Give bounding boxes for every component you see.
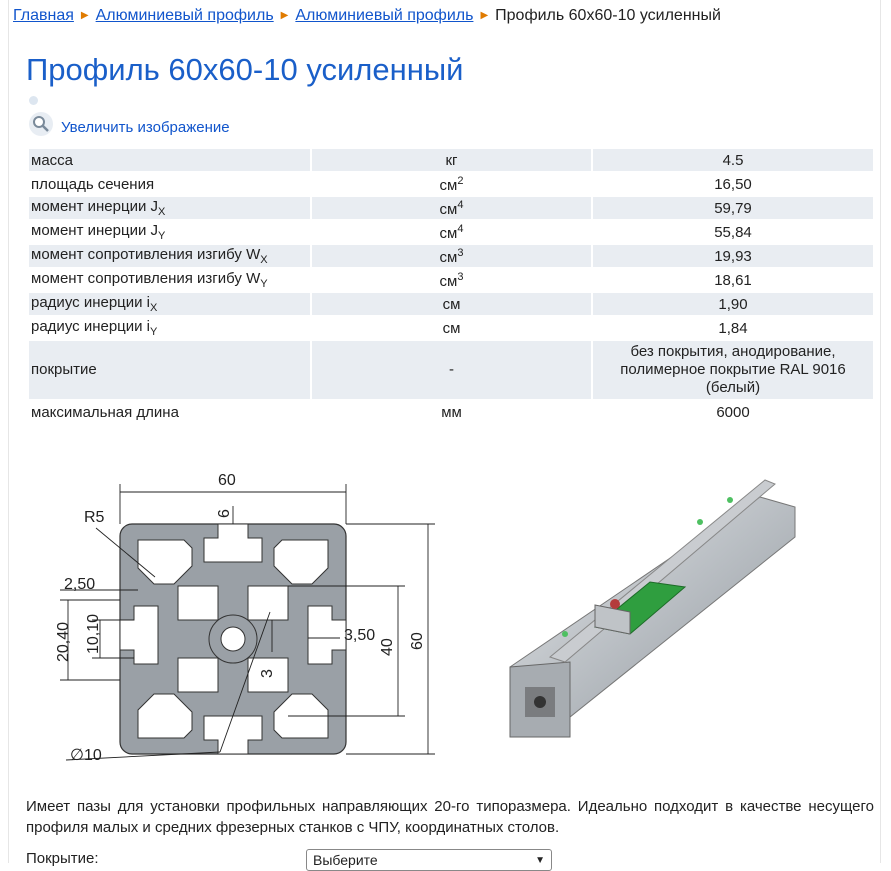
spec-unit-sup: 3 <box>457 246 464 259</box>
spec-name-sub: X <box>150 302 158 314</box>
spec-name-text: покрытие <box>31 361 97 378</box>
dim-wall: 2,50 <box>64 576 96 593</box>
spec-row <box>29 245 873 267</box>
spec-name-text: масса <box>31 151 73 169</box>
spec-unit-text: - <box>449 361 454 378</box>
spec-unit <box>312 149 591 171</box>
spec-name-text: момент инерции J <box>31 222 158 239</box>
spec-unit-text: см <box>439 248 458 266</box>
spec-name-text: момент сопротивления изгибу W <box>31 270 261 287</box>
spec-unit-text: см <box>439 224 458 242</box>
chevron-right-icon: ▶ <box>280 10 289 21</box>
dim-radius: R5 <box>84 509 105 526</box>
profile-cross-section <box>120 524 346 754</box>
breadcrumb-category-link[interactable]: Алюминиевый профиль <box>95 7 274 24</box>
zoom-image-link[interactable]: Увеличить изображение <box>61 119 230 136</box>
spec-name <box>29 149 310 171</box>
dim-inner: 40 <box>379 638 396 656</box>
spec-value: 1,90 <box>593 293 873 315</box>
dim-slot-depth: 6 <box>216 509 233 518</box>
spec-unit <box>312 245 591 267</box>
cover-select[interactable] <box>306 849 552 871</box>
spec-unit-sup: 2 <box>457 174 464 187</box>
spec-unit <box>312 341 591 399</box>
dim-bore: ∅10 <box>70 747 102 764</box>
profile-drawing <box>40 462 460 782</box>
spec-name-sub: Y <box>260 278 268 290</box>
breadcrumb <box>13 7 721 25</box>
spec-unit-sup: 3 <box>457 270 464 283</box>
spec-name <box>29 245 310 267</box>
spec-value: 16,50 <box>714 175 752 193</box>
spec-name <box>29 197 310 219</box>
breadcrumb-current: Профиль 60х60-10 усиленный <box>495 7 721 24</box>
image-bullet <box>29 96 38 105</box>
spec-name-sub: X <box>158 206 166 218</box>
dim-slot-outer: 20,40 <box>55 621 72 662</box>
spec-value: 59,79 <box>593 197 873 219</box>
spec-unit <box>312 317 591 339</box>
zoom-control[interactable] <box>29 112 230 136</box>
spec-value: 19,93 <box>593 245 873 267</box>
spec-name-text: радиус инерции i <box>31 318 151 335</box>
spec-name-text: момент инерции J <box>31 198 158 215</box>
spec-value: 18,61 <box>714 271 752 289</box>
spec-name-sub: Y <box>158 230 166 242</box>
spec-name-sub: Y <box>150 326 158 338</box>
spec-row <box>29 173 873 195</box>
dim-slot-inner: 10,10 <box>85 613 102 654</box>
breadcrumb-subcategory-link[interactable]: Алюминиевый профиль <box>295 7 474 24</box>
spec-row <box>29 341 873 399</box>
spec-unit-text: см <box>442 319 461 337</box>
spec-unit <box>312 197 591 219</box>
spec-row <box>29 269 873 291</box>
spec-unit-text: кг <box>445 151 458 169</box>
spec-name <box>29 221 310 243</box>
spec-row <box>29 293 873 315</box>
spec-row <box>29 197 873 219</box>
chevron-right-icon: ▶ <box>480 10 489 21</box>
profile-photo <box>490 462 820 762</box>
spec-row <box>29 317 873 339</box>
spec-value: 4.5 <box>593 149 873 171</box>
dim-core: 3 <box>259 669 276 678</box>
spec-unit <box>312 173 591 195</box>
spec-unit-text: см <box>439 200 458 218</box>
spec-unit-text: см <box>442 295 461 313</box>
spec-name-text: радиус инерции i <box>31 294 151 311</box>
product-description: Имеет пазы для установки профильных направляющих 20-го типоразмера. Идеально подходит в качестве несущего профиля малых и средних фрезерных станков с ЧПУ, координатных столов. <box>26 798 874 836</box>
spec-name <box>29 341 310 399</box>
spec-unit <box>312 269 591 291</box>
spec-name <box>29 293 310 315</box>
spec-value: 55,84 <box>714 223 752 241</box>
spec-name-text: площадь сечения <box>31 175 155 193</box>
spec-unit-sup: 4 <box>457 222 464 235</box>
spec-name <box>29 173 310 195</box>
dim-height: 60 <box>409 632 426 650</box>
spec-name <box>29 269 310 291</box>
spec-unit <box>312 401 591 423</box>
spec-unit-text: см <box>439 272 458 290</box>
dim-width: 60 <box>218 472 236 489</box>
spec-row <box>29 221 873 243</box>
cover-label: Покрытие: <box>26 850 99 867</box>
spec-unit-text: мм <box>441 403 462 421</box>
spec-row <box>29 401 873 423</box>
spec-unit <box>312 221 591 243</box>
page-right-border <box>880 0 881 863</box>
spec-value: 1,84 <box>718 319 748 337</box>
spec-name <box>29 401 310 423</box>
chevron-right-icon: ▶ <box>80 10 89 21</box>
spec-value: 6000 <box>716 403 750 421</box>
spec-name-sub: X <box>260 254 268 266</box>
cover-selected-value: Выберите <box>313 852 378 868</box>
spec-name-text: момент сопротивления изгибу W <box>31 246 261 263</box>
page-title: Профиль 60х60-10 усиленный <box>26 52 464 87</box>
spec-value: без покрытия, анодирование, полимерное покрытие RAL 9016 (белый) <box>593 341 873 399</box>
dim-core-wall: 3,50 <box>344 627 376 644</box>
page-left-border <box>8 0 9 863</box>
spec-unit <box>312 293 591 315</box>
specs-table <box>27 147 875 425</box>
spec-name <box>29 317 310 339</box>
chevron-down-icon: ▼ <box>535 854 545 866</box>
magnifier-icon[interactable] <box>29 112 53 136</box>
spec-name-text: максимальная длина <box>31 403 179 421</box>
breadcrumb-home-link[interactable]: Главная <box>13 7 74 24</box>
spec-unit-sup: 4 <box>457 198 464 211</box>
spec-row <box>29 149 873 171</box>
spec-unit-text: см <box>439 176 458 194</box>
